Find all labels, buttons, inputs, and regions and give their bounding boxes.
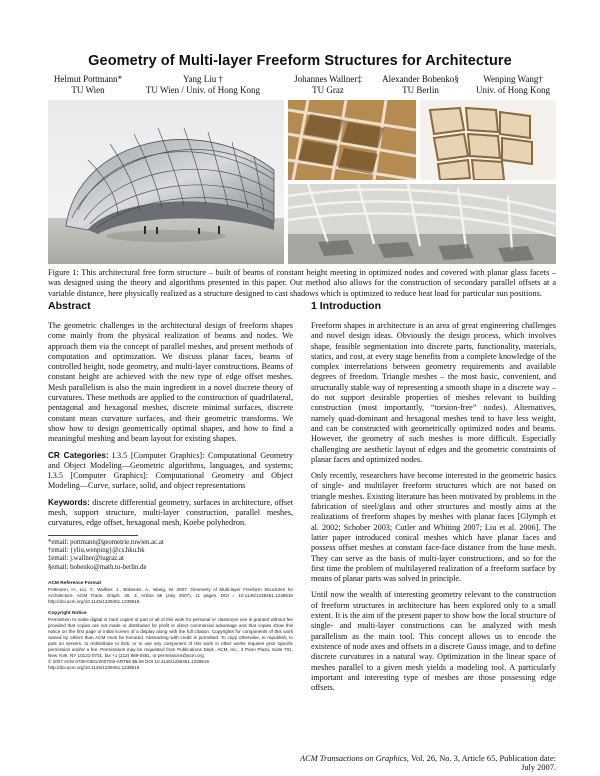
keywords — [48, 498, 293, 529]
copyright-heading: Copyright Notice — [48, 611, 87, 617]
introduction-heading: 1 Introduction — [311, 300, 381, 312]
copyright-url-link[interactable]: http://doi.acm.org/10.1145/1239451.1239516 — [48, 664, 140, 670]
copyright-text: Permission to make digital or hard copies of part or all of this work for personal or classroom use is granted without fee provided that copies are not made or distributed for profit or direct commercial advantage and that copies show this notice on the first page or initial screen of a display along with the full citation. Copyrights for components of this work owned by others than ACM must be honored. Abstracting with credit is permitted. To copy otherwise, to republish, to post on servers, to redistribute to lists, or to use any component of this work in other works requires prior specific permission and/or a fee. Permissions may be requested from Publications Dept., ACM, Inc., 2 Penn Plaza, Suite 701, New York, NY 10121-0701, fax +1 (212) 869-0481, or permissions@acm.org. — [48, 617, 293, 658]
keywords-text: discrete differential geometry, surfaces in architecture, offset mesh, support structure, multi-layer construction, parallel meshes, curvatures, edge offset, hexagonal mesh, Koebe polyhedron. — [48, 497, 294, 528]
shading-structure-image — [420, 100, 556, 180]
paper-title: Geometry of Multi-layer Freeform Structures for Architecture — [88, 53, 512, 69]
author-4 — [373, 74, 468, 96]
figure-caption: Figure 1: This architectural free form structure – built of beams of constant height meeting in optimized nodes and covered with planar glass facets – was designed using the theory and algorithms presented in this paper. Our method also allows for the construction of secondary parallel offsets at a variable distance, here physically realized as a structure designed to cast shadows which is optimized to reduce heat load for particular sun positions. — [48, 268, 556, 298]
email-line[interactable]: †email: {yliu,wenping}@cs.hku.hk — [48, 546, 145, 554]
author-2 — [128, 74, 278, 96]
right-column — [311, 300, 556, 699]
abstract-text: The geometric challenges in the architectural design of freeform shapes come mainly from the physical realization of beams and nodes. We approach them via the concept of parallel meshes, and present methods of computation and optimization. We discuss planar faces, beams of controlled height, node geometry, and multi-layer constructions. Beams of constant height are achieved with the new type of edge offset meshes. Mesh parallelism is also the main ingredient in a novel discrete theory of curvatures. These methods are applied to the construction of quadrilateral, pentagonal and hexagonal meshes, discrete minimal surfaces, discrete constant mean curvature surfaces, and their geometric transforms. We show how to design geometrically optimal shapes, and how to find a meaningful meshing and beam layout for existing shapes. — [48, 321, 293, 444]
left-column — [48, 300, 293, 670]
acm-ref-heading: ACM Reference Format — [48, 580, 102, 586]
author-emails — [48, 535, 164, 572]
author-5 — [468, 74, 558, 96]
author-list — [48, 74, 558, 100]
dome-rendering-image — [48, 100, 284, 264]
acm-ref-text: Pottmann, H., Liu, Y., Wallner, J., Bobenko, A., Wang, W. 2007. Geometry of Multi-layer Freeform Structures for Architecture. ACM Trans. Graph. 26, 3, Article 65 (July 2007), 11 pages. DOI = 10.1145/1239451.1239516 http://doi.acm.org/10.1145/1239451.1239516. — [48, 586, 293, 604]
abstract-heading: Abstract — [48, 300, 91, 312]
keywords-label: Keywords: — [48, 497, 90, 507]
intro-paragraph-1: Freeform shapes in architecture is an area of great engineering challenges and novel design ideas. Obviously the design process, which involves shape, feasible segmentation into discrete parts, functionality, materials, statics, and cost, at every stage benefits from a complete knowledge of the complex interrelations between geometry requirements and available degrees of freedom. Triangle meshes – the most basic, convenient, and structurally stable way of representing a smooth shape in a discrete way – do not support desirable properties of meshes relevant to building construction (most importantly, “torsion-free” nodes). Alternatives, namely quad-dominant and hexagonal meshes tend to have less weight, and can be constructed with geometrically optimized nodes and beams. However, the geometry of such meshes is more difficult. Especially challenging are aesthetic layout of edges and the geometric constraints of planar faces and optimized nodes. — [311, 321, 556, 464]
shadow-canopy-image — [288, 184, 556, 264]
author-1 — [48, 74, 128, 96]
page-footer — [300, 754, 556, 772]
intro-paragraph-3: Until now the wealth of interesting geometry relevant to the construction of freeform structures in architecture has been explored only to a small extent. It is the aim of the present paper to show how the local structure of single- and multi-layer constructions can be analyzed with mesh parallelism as the main tool. This concept allows us to encode the existence of node axes and offsets in a discrete Gauss image, and to define discrete curvatures in a natural way. Optimization in the linear space of meshes parallel to a given mesh yields a modeling tool. A particularly important and interesting type of meshes are those possessing edge offsets. — [311, 590, 556, 693]
cr-categories-label: CR Categories: — [48, 450, 109, 460]
author-affiliation: TU Graz — [312, 85, 344, 95]
copyright-line: © 2007 ACM 0730-0301/2007/03-ART65 $5.00 DOI 10.1145/1239451.1239516 — [48, 658, 210, 664]
beams-rendering-image — [288, 100, 416, 180]
email-line[interactable]: §email: bobenko@math.tu-berlin.de — [48, 563, 147, 571]
cr-categories — [48, 451, 293, 492]
author-name: Johannes Wallner‡ — [294, 74, 362, 84]
email-line[interactable]: ‡email: j.wallner@tugraz.at — [48, 555, 124, 563]
author-affiliation: TU Wien / Univ. of Hong Kong — [145, 85, 261, 95]
author-name: Yang Liu † — [182, 74, 224, 84]
acm-reference-block — [48, 580, 293, 671]
teaser-figure — [48, 100, 556, 264]
email-line[interactable]: *email: pottmann@geometrie.tuwien.ac.at — [48, 538, 164, 546]
author-name: Wenping Wang† — [483, 74, 543, 84]
author-affiliation: TU Wien — [71, 85, 105, 95]
author-affiliation: Univ. of Hong Kong — [476, 85, 550, 95]
author-3 — [283, 74, 373, 96]
author-name: Helmut Pottmann* — [53, 74, 123, 84]
cr-categories-text: I.3.5 [Computer Graphics]: Computational Geometry and Object Modeling—Geometric algorithms, languages, and systems; I.3.5 [Computer Graphics]: Computational Geometry and Object Modeling—Curve, surface, solid, and object representations — [48, 450, 293, 491]
footer-journal: ACM Transactions on Graphics, — [300, 754, 409, 763]
author-name: Alexander Bobenko§ — [382, 74, 459, 84]
footer-issue: Vol. 26, No. 3, Article 65, Publication date: July 2007. — [411, 754, 556, 772]
intro-paragraph-2: Only recently, researchers have become interested in the geometric basics of single- and multilayer freeform structures which are not based on triangle meshes. Existing literature has been motivated by problems in the fabrication of steel/glass and other structures and mostly aims at the realizations of freeform shapes by meshes with planar faces [Glymph et al. 2002; Schober 2003; Cutler and Whiting 2007; Liu et al. 2006]. The latter paper introduced conical meshes which have planar faces and possess offset meshes at constant face-face distance from the base mesh. They can serve as the basis of multi-layer constructions, and so for the first time the problem of multilayered realization of a freeform surface by means of planar parts was solved in principle. — [311, 471, 556, 584]
author-affiliation: TU Berlin — [402, 85, 439, 95]
